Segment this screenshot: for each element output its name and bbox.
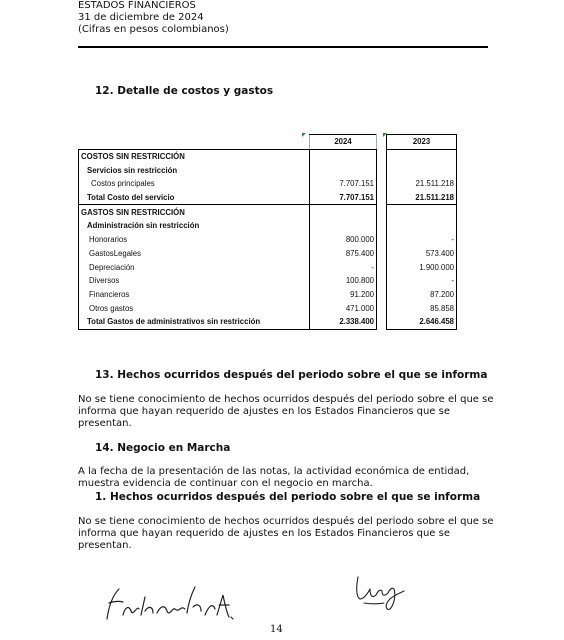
value-2024 [310,219,377,233]
value-2023: 573.400 [387,247,457,261]
value-2023 [387,205,457,219]
value-2024: 800.000 [310,233,377,247]
value-2024: 100.800 [310,274,377,288]
table-row [79,163,457,177]
section-12-title: 12. Detalle de costos y gastos [95,85,274,97]
section-14-text: A la fecha de la presentación de las notas, la actividad económica de entidad, muestra evidencia de continuar con el negocio en marcha. [78,466,470,489]
value-2023: 87.200 [387,288,457,302]
section-13-title: 13. Hechos ocurridos después del periodo sobre el que se informa [95,369,488,381]
value-2023: 21.511.218 [387,191,457,205]
row-label: Costos principales [79,177,310,191]
table-row [79,191,457,205]
value-2023: 21.511.218 [387,177,457,191]
signature-legal-representative [95,575,245,625]
value-2024: 7.707.151 [310,177,377,191]
row-label: GastosLegales [79,247,310,261]
row-label: Financieros [79,288,310,302]
table-row [79,301,457,315]
year-header-2023: 2023 [387,135,457,150]
header-currency-note: (Cifras en pesos colombianos) [78,24,229,35]
value-2023: 1.900.000 [387,260,457,274]
value-2023 [387,163,457,177]
value-2024: 91.200 [310,288,377,302]
value-2023 [387,219,457,233]
table-row [79,288,457,302]
row-label: COSTOS SIN RESTRICCIÓN [79,149,310,163]
table-row [79,247,457,261]
costs-expenses-table [78,134,457,330]
header-divider [78,46,488,48]
row-label: GASTOS SIN RESTRICCIÓN [79,205,310,219]
header-title: ESTADOS FINANCIEROS [78,0,196,11]
section-13-text: No se tiene conocimiento de hechos ocurridos después del periodo sobre el que se informa que hayan requerido de ajustes en los Estados Financieros que se presentan. [78,394,494,429]
value-2024 [310,205,377,219]
value-2023: - [387,274,457,288]
table-row [79,149,457,163]
row-label: Depreciación [79,260,310,274]
header-date: 31 de diciembre de 2024 [78,12,204,23]
table-row [79,177,457,191]
row-label: Honorarios [79,233,310,247]
value-2023: - [387,233,457,247]
table-header-row [79,135,457,150]
section-1-text: No se tiene conocimiento de hechos ocurridos después del periodo sobre el que se informa que hayan requerido de ajustes en los Estados Financieros que se presentan. [78,516,494,551]
row-label: Servicios sin restricción [79,163,310,177]
page-number: 14 [270,624,283,635]
value-2024 [310,163,377,177]
row-label: Administración sin restricción [79,219,310,233]
value-2023: 2.646.458 [387,315,457,329]
table-row [79,260,457,274]
row-label: Otros gastos [79,301,310,315]
table-row [79,274,457,288]
value-2024 [310,149,377,163]
value-2023: 85.858 [387,301,457,315]
value-2023 [387,149,457,163]
row-label: Total Gastos de administrativos sin restricción [79,315,310,329]
value-2024: 7.707.151 [310,191,377,205]
table-row [79,219,457,233]
row-label: Total Costo del servicio [79,191,310,205]
value-2024: 471.000 [310,301,377,315]
document-header [78,0,229,36]
table-row [79,315,457,329]
table-row [79,233,457,247]
section-1-title: 1. Hechos ocurridos después del periodo sobre el que se informa [95,491,481,503]
row-label: Diversos [79,274,310,288]
value-2024: 875.400 [310,247,377,261]
signature-accountant [350,563,410,611]
table-row [79,205,457,219]
value-2024: - [310,260,377,274]
year-header-2024: 2024 [310,135,377,150]
section-14-title: 14. Negocio en Marcha [95,442,231,454]
value-2024: 2.338.400 [310,315,377,329]
